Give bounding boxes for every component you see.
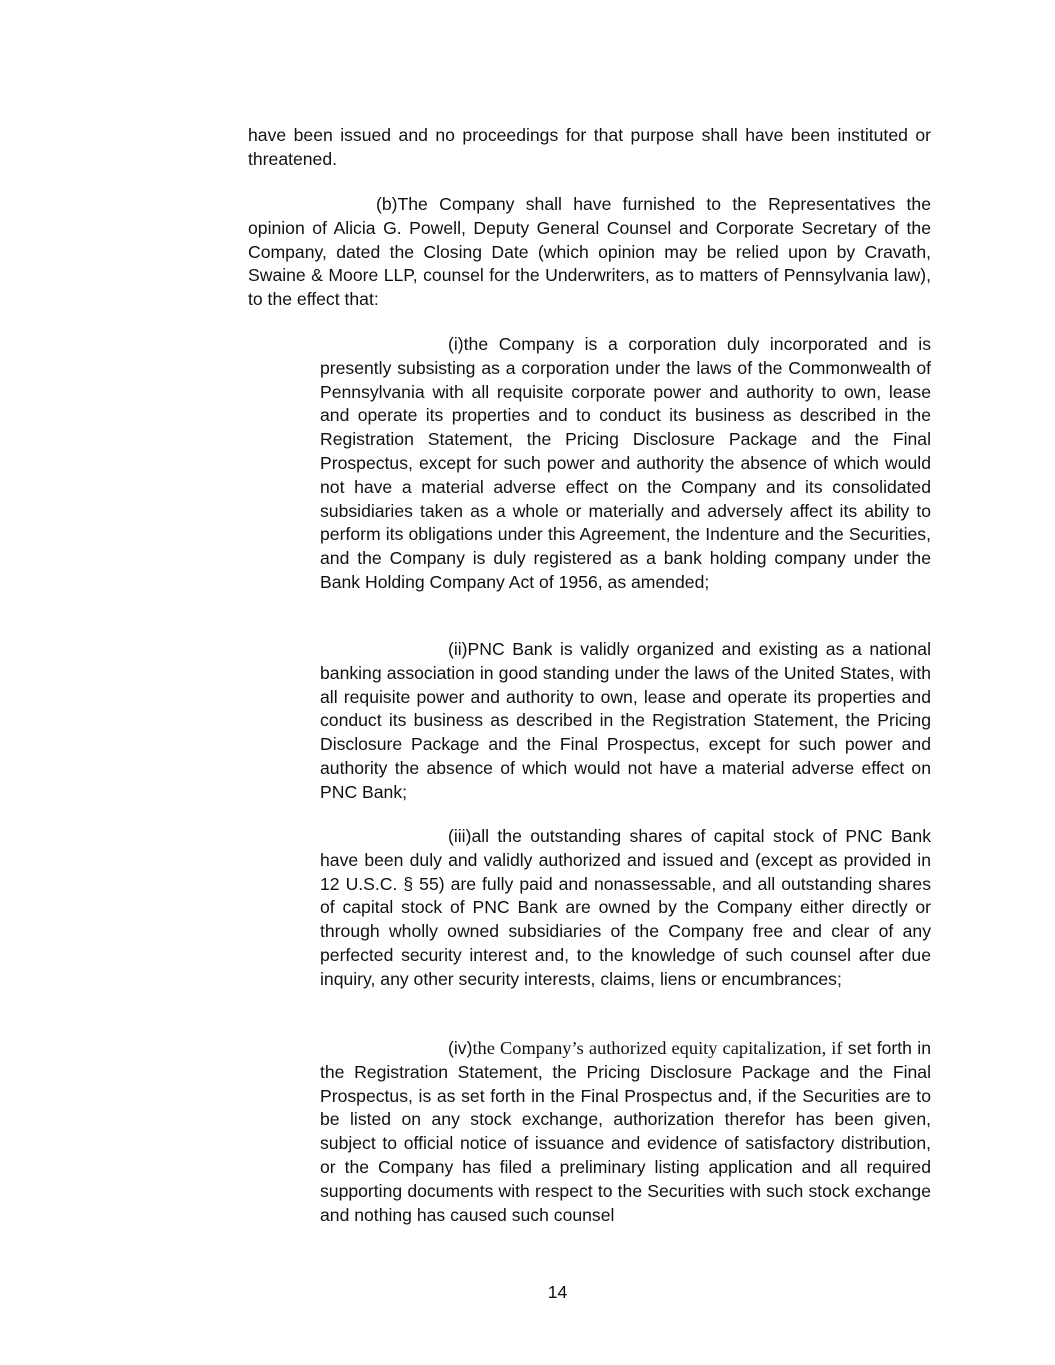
sub-item-ii: [320, 638, 931, 805]
paragraph-b: [248, 193, 931, 312]
sub-item-i: [320, 333, 931, 595]
sub-item-iv-serif-text: the Company’s authorized equity capitalization, if: [472, 1038, 843, 1058]
sub-item-iv: [320, 1037, 931, 1227]
continuation-paragraph: [248, 124, 931, 172]
continuation-text: have been issued and no proceedings for that purpose shall have been instituted or threatened.: [248, 125, 931, 169]
sub-item-ii-text: PNC Bank is validly organized and existing as a national banking association in good standing under the laws of the United States, with all requisite power and authority to own, lease and operate its properties and conduct its business as described in the Registration Statement, the Pricing Disclosure Package and the Final Prospectus, except for such power and authority the absence of which would not have a material adverse effect on PNC Bank;: [320, 639, 931, 802]
sub-item-ii-label: (ii): [448, 639, 468, 659]
sub-item-i-text: the Company is a corporation duly incorporated and is presently subsisting as a corporation under the laws of the Commonwealth of Pennsylvania with all requisite corporate power and authority to own, lease and operate its properties and to conduct its business as described in the Registration Statement, the Pricing Disclosure Package and the Final Prospectus, except for such power and authority the absence of which would not have a material adverse effect on the Company and its consolidated subsidiaries taken as a whole or materially and adversely affect its ability to perform its obligations under this Agreement, the Indenture and the Securities, and the Company is duly registered as a bank holding company under the Bank Holding Company Act of 1956, as amended;: [320, 334, 931, 592]
sub-item-iv-text: set forth in the Registration Statement, the Pricing Disclosure Package and the Final Prospectus, is as set forth in the Final Prospectus and, if the Securities are to be listed on any stock exchange, authorization therefor has been given, subject to official notice of issuance and evidence of satisfactory distribution, or the Company has filed a preliminary listing application and all required supporting documents with respect to the Securities with such stock exchange and nothing has caused such counsel: [320, 1038, 931, 1225]
sub-item-iii-label: (iii): [448, 826, 472, 846]
paragraph-b-text: The Company shall have furnished to the Representatives the opinion of Alicia G. Powell, Deputy General Counsel and Corporate Secretary of the Company, dated the Closing Date (which opinion may be relied upon by Cravath, Swaine & Moore LLP, counsel for the Underwriters, as to matters of Pennsylvania law), to the effect that:: [248, 194, 931, 310]
page-number: 14: [547, 1282, 568, 1302]
sub-item-iii: [320, 825, 931, 992]
paragraph-b-label: (b): [376, 194, 398, 214]
sub-item-iii-text: all the outstanding shares of capital stock of PNC Bank have been duly and validly authorized and issued and (except as provided in 12 U.S.C. § 55) are fully paid and nonassessable, and all outstanding shares of capital stock of PNC Bank are owned by the Company either directly or through wholly owned subsidiaries of the Company free and clear of any perfected security interest and, to the knowledge of such counsel after due inquiry, any other security interests, claims, liens or encumbrances;: [320, 826, 931, 989]
sub-item-i-label: (i): [448, 334, 464, 354]
sub-item-iv-label: (iv): [448, 1038, 473, 1058]
